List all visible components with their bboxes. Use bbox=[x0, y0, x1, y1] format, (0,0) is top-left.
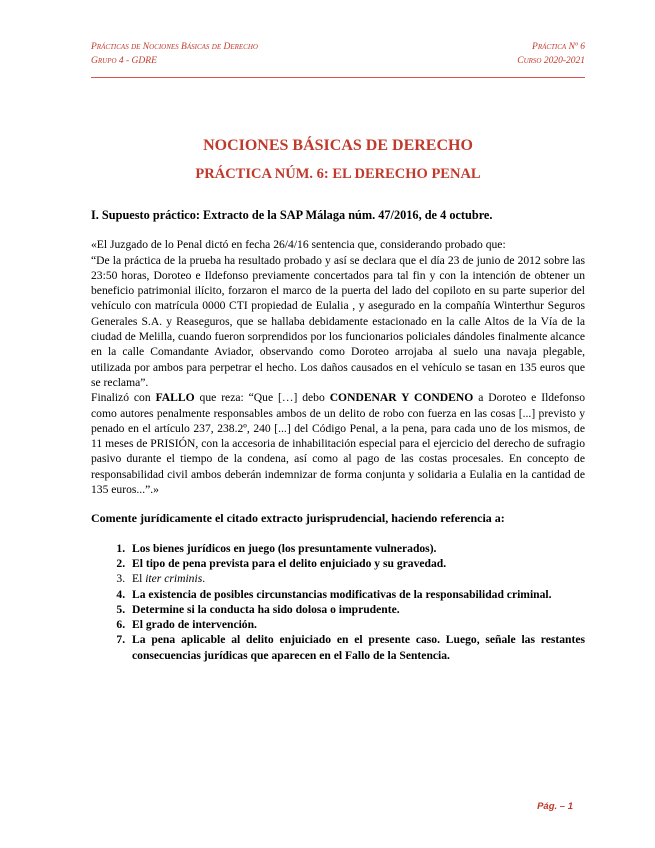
question-text: El bbox=[132, 572, 146, 586]
instruction: Comente jurídicamente el citado extracto jurisprudencial, haciendo referencia a: bbox=[91, 511, 505, 526]
section-heading: I. Supuesto práctico: Extracto de la SAP Málaga núm. 47/2016, de 4 octubre. bbox=[91, 208, 493, 222]
question-item: 6. El grado de intervención. bbox=[128, 617, 585, 632]
quote-intro: «El Juzgado de lo Penal dictó en fecha 26/4/16 sentencia que, considerando probado que: bbox=[91, 238, 506, 252]
question-item: 4. La existencia de posibles circunstancias modificativas de la responsabilidad criminal. bbox=[128, 587, 585, 602]
header-course-title: Prácticas de Nociones Básicas de Derecho bbox=[91, 42, 258, 52]
header-group: Grupo 4 - GDRE bbox=[91, 56, 157, 66]
question-item: 5. Determine si la conducta ha sido dolosa o imprudente. bbox=[128, 602, 585, 617]
question-list bbox=[91, 541, 585, 663]
quote-facts: “De la práctica de la prueba ha resultado probado y así se declara que el día 23 de junio de 2012 sobre las 23:50 horas, Doroteo e Ildefonso previamente concertados para tal fin y con la intención de obtener un beneficio patrimonial ilícito, forzaron el marco de la puerta del lado del copiloto en su parte superior del vehículo con matrícula 0000 CTI propiedad de Eulalia , y asegurado en la compañía Winterthur Seguros Generales S.A. y Reaseguros, que se hallaba debidamente estacionado en la calle Altos de la Vía de la ciudad de Melilla, cuando fueron sorprendidos por los funcionarios policiales dándoles finalmente alcance en la calle Comandante Aviador, observando como Doroteo arrojaba al suelo una navaja plegable, utilizada por ambos para perpetrar el hecho. Los daños causados en el vehículo se tasan en 135 euros que se reclama”. bbox=[91, 253, 585, 389]
question-term-italic: iter criminis bbox=[145, 572, 203, 586]
verdict-text-2: que reza: “Que […] debo bbox=[194, 391, 330, 405]
question-text: . bbox=[202, 572, 206, 586]
document-body bbox=[91, 208, 585, 663]
document-subtitle: PRÁCTICA NÚM. 6: EL DERECHO PENAL bbox=[195, 166, 481, 182]
document-title: NOCIONES BÁSICAS DE DERECHO bbox=[203, 137, 473, 154]
header-divider bbox=[91, 77, 585, 78]
verdict-text-1: Finalizó con bbox=[91, 391, 156, 405]
quote-verdict bbox=[91, 390, 585, 497]
verdict-text-3: a Doroteo e Ildefonso como autores penalmente responsables ambos de un delito de robo con fuerza en las cosas [...] previsto y penado en el artículo 237, 238.2º, 240 [...] del Código Penal, a la pena, para cada uno de los mismos, de 11 meses de PRISIÓN, con la accesoria de inhabilitación especial para el ejercicio del derecho de sufragio pasivo durante el tiempo de la condena, así como al pago de las costas procesales. En concepto de responsabilidad civil ambos deberán indemnizar de forma conjunta y solidaria a Eulalia en la cantidad de 135 euros...”.» bbox=[91, 391, 585, 497]
header-practice-number: Práctica Nº 6 bbox=[532, 42, 585, 52]
verdict-condeno: CONDENAR Y CONDENO bbox=[329, 391, 474, 405]
question-item: 1. Los bienes jurídicos en juego (los presuntamente vulnerados). bbox=[128, 541, 585, 556]
verdict-fallo: FALLO bbox=[155, 391, 195, 405]
question-item bbox=[128, 571, 585, 586]
page-number: Pág. – 1 bbox=[537, 801, 573, 812]
page-header bbox=[91, 40, 585, 68]
question-item: 7. La pena aplicable al delito enjuiciado en el presente caso. Luego, señale las restantes consecuencias jurídicas que aparecen en el Fallo de la Sentencia. bbox=[128, 632, 585, 663]
question-item: 2. El tipo de pena prevista para el delito enjuiciado y su gravedad. bbox=[128, 556, 585, 571]
header-academic-year: Curso 2020-2021 bbox=[517, 56, 585, 66]
